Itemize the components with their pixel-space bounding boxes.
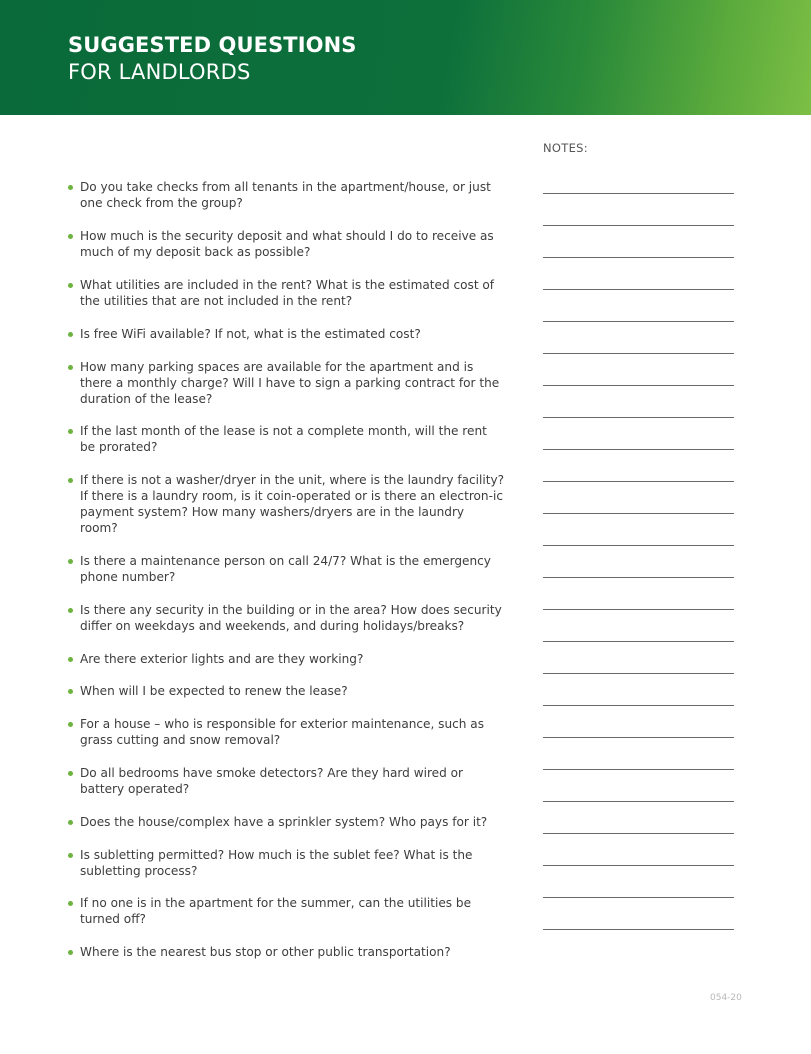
question-item	[80, 847, 505, 879]
question-item	[80, 895, 505, 927]
notes-line[interactable]	[543, 833, 734, 834]
notes-line[interactable]	[543, 705, 734, 706]
notes-line[interactable]	[543, 545, 734, 546]
notes-line[interactable]	[543, 257, 734, 258]
notes-line[interactable]	[543, 673, 734, 674]
question-text: For a house – who is responsible for exterior maintenance, such as grass cutting and snow removal?	[80, 717, 485, 747]
question-item	[80, 277, 505, 309]
form-code: 054-20	[710, 993, 742, 1003]
question-text: Is there any security in the building or in the area? How does security differ on weekdays and weekends, and during holidays/breaks?	[80, 603, 502, 633]
question-text: Is free WiFi available? If not, what is the estimated cost?	[80, 327, 421, 341]
question-text: What utilities are included in the rent? What is the estimated cost of the utilities that are not included in the rent?	[80, 278, 495, 308]
notes-line[interactable]	[543, 865, 734, 866]
bullet-icon	[68, 689, 73, 694]
question-item	[80, 326, 505, 342]
notes-line[interactable]	[543, 897, 734, 898]
question-text: If no one is in the apartment for the summer, can the utilities be turned off?	[80, 896, 472, 926]
notes-line[interactable]	[543, 641, 734, 642]
notes-line[interactable]	[543, 417, 734, 418]
notes-line[interactable]	[543, 289, 734, 290]
question-item	[80, 944, 505, 960]
question-item	[80, 651, 505, 667]
notes-line[interactable]	[543, 577, 734, 578]
notes-line[interactable]	[543, 321, 734, 322]
question-item	[80, 602, 505, 634]
bullet-icon	[68, 559, 73, 564]
bullet-icon	[68, 478, 73, 483]
question-item	[80, 472, 505, 536]
notes-line[interactable]	[543, 225, 734, 226]
question-item	[80, 228, 505, 260]
question-item	[80, 814, 505, 830]
notes-line[interactable]	[543, 449, 734, 450]
question-item	[80, 553, 505, 585]
question-text: If there is not a washer/dryer in the unit, where is the laundry facility? If there is a laundry room, is it coin-operated or is there an electron-ic payment system? How many washers/dryers are in the laundry room?	[80, 473, 505, 535]
question-text: Is subletting permitted? How much is the sublet fee? What is the subletting process?	[80, 848, 473, 878]
question-text: Do you take checks from all tenants in the apartment/house, or just one check from the group?	[80, 180, 491, 210]
question-text: Are there exterior lights and are they working?	[80, 652, 364, 666]
bullet-icon	[68, 853, 73, 858]
bullet-icon	[68, 608, 73, 613]
page-subtitle: FOR LANDLORDS	[68, 60, 251, 84]
question-text: Where is the nearest bus stop or other public transportation?	[80, 945, 451, 959]
bullet-icon	[68, 820, 73, 825]
question-text: If the last month of the lease is not a complete month, will the rent be prorated?	[80, 424, 487, 454]
bullet-icon	[68, 234, 73, 239]
notes-line[interactable]	[543, 513, 734, 514]
notes-line[interactable]	[543, 481, 734, 482]
bullet-icon	[68, 771, 73, 776]
question-item	[80, 359, 505, 407]
notes-line[interactable]	[543, 929, 734, 930]
bullet-icon	[68, 185, 73, 190]
notes-line[interactable]	[543, 801, 734, 802]
bullet-icon	[68, 901, 73, 906]
notes-line[interactable]	[543, 353, 734, 354]
question-text: When will I be expected to renew the lease?	[80, 684, 348, 698]
notes-line[interactable]	[543, 609, 734, 610]
question-item	[80, 765, 505, 797]
question-text: Is there a maintenance person on call 24/7? What is the emergency phone number?	[80, 554, 491, 584]
question-text: How many parking spaces are available for the apartment and is there a monthly charge? Will I have to sign a parking contract for the duration of the lease?	[80, 360, 500, 406]
question-item	[80, 683, 505, 699]
bullet-icon	[68, 950, 73, 955]
bullet-icon	[68, 365, 73, 370]
question-item	[80, 716, 505, 748]
bullet-icon	[68, 429, 73, 434]
notes-line[interactable]	[543, 385, 734, 386]
notes-label: NOTES:	[543, 141, 588, 155]
header-banner	[0, 0, 811, 115]
question-text: Does the house/complex have a sprinkler system? Who pays for it?	[80, 815, 488, 829]
question-text: Do all bedrooms have smoke detectors? Are they hard wired or battery operated?	[80, 766, 463, 796]
bullet-icon	[68, 657, 73, 662]
question-item	[80, 179, 505, 211]
notes-line[interactable]	[543, 769, 734, 770]
question-text: How much is the security deposit and what should I do to receive as much of my deposit back as possible?	[80, 229, 494, 259]
notes-line[interactable]	[543, 193, 734, 194]
notes-line[interactable]	[543, 737, 734, 738]
page-title: SUGGESTED QUESTIONS	[68, 33, 357, 57]
bullet-icon	[68, 722, 73, 727]
question-item	[80, 423, 505, 455]
bullet-icon	[68, 332, 73, 337]
bullet-icon	[68, 283, 73, 288]
